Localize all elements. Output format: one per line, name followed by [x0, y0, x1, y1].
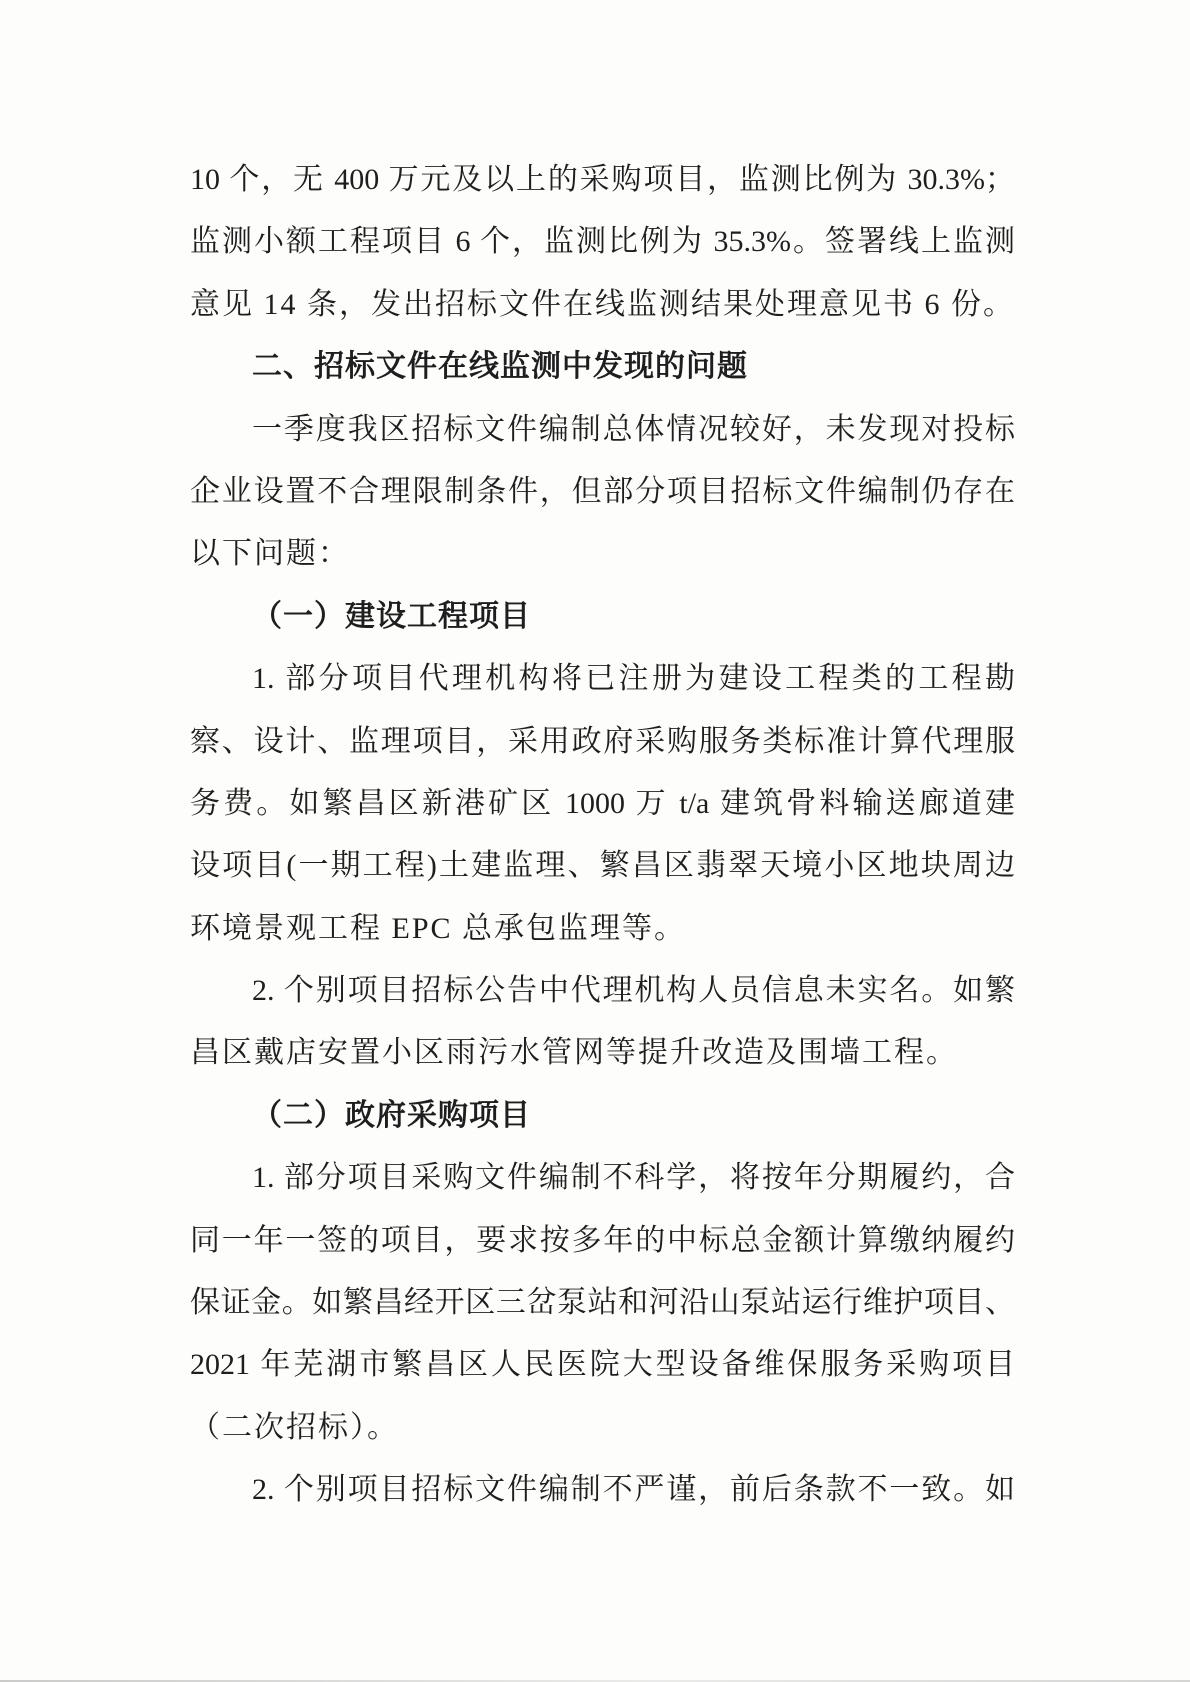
text-line: （二次招标）。: [190, 1410, 399, 1444]
section-heading: （一）建设工程项目: [252, 599, 531, 633]
text-line: 2. 个别项目招标公告中代理机构人员信息未实名。如繁: [252, 974, 1015, 1008]
text-line: 企业设置不合理限制条件，但部分项目招标文件编制仍存在: [190, 474, 1015, 508]
text-line: 2. 个别项目招标文件编制不严谨，前后条款不一致。如: [252, 1473, 1015, 1507]
text-line: 1. 部分项目代理机构将已注册为建设工程类的工程勘: [252, 662, 1015, 696]
text-line: 10 个，无 400 万元及以上的采购项目，监测比例为 30.3%；: [190, 163, 1015, 196]
section-heading: 二、招标文件在线监测中发现的问题: [252, 350, 748, 384]
text-line: 1. 部分项目采购文件编制不科学，将按年分期履约，合: [252, 1161, 1015, 1195]
text-line: 环境景观工程 EPC 总承包监理等。: [190, 911, 687, 945]
text-line: 设项目(一期工程)土建监理、繁昌区翡翠天境小区地块周边: [190, 849, 1015, 883]
text-line: 昌区戴店安置小区雨污水管网等提升改造及围墙工程。: [190, 1036, 958, 1070]
section-heading: （二）政府采购项目: [252, 1098, 531, 1132]
text-line: 察、设计、监理项目，采用政府采购服务类标准计算代理服: [190, 724, 1015, 758]
text-line: 同一年一签的项目，要求按多年的中标总金额计算缴纳履约: [190, 1223, 1015, 1257]
text-block: [190, 149, 1015, 1522]
text-line: 监测小额工程项目 6 个，监测比例为 35.3%。签署线上监测: [190, 225, 1015, 259]
text-line: 务费。如繁昌区新港矿区 1000 万 t/a 建筑骨料输送廊道建: [190, 786, 1015, 820]
text-line: 意见 14 条，发出招标文件在线监测结果处理意见书 6 份。: [190, 287, 1015, 321]
text-line: 一季度我区招标文件编制总体情况较好，未发现对投标: [252, 412, 1015, 446]
text-line: 2021 年芜湖市繁昌区人民医院大型设备维保服务采购项目: [190, 1348, 1015, 1382]
text-line: 以下问题：: [190, 537, 350, 571]
text-line: 保证金。如繁昌经开区三岔泵站和河沿山泵站运行维护项目、: [190, 1286, 1015, 1320]
